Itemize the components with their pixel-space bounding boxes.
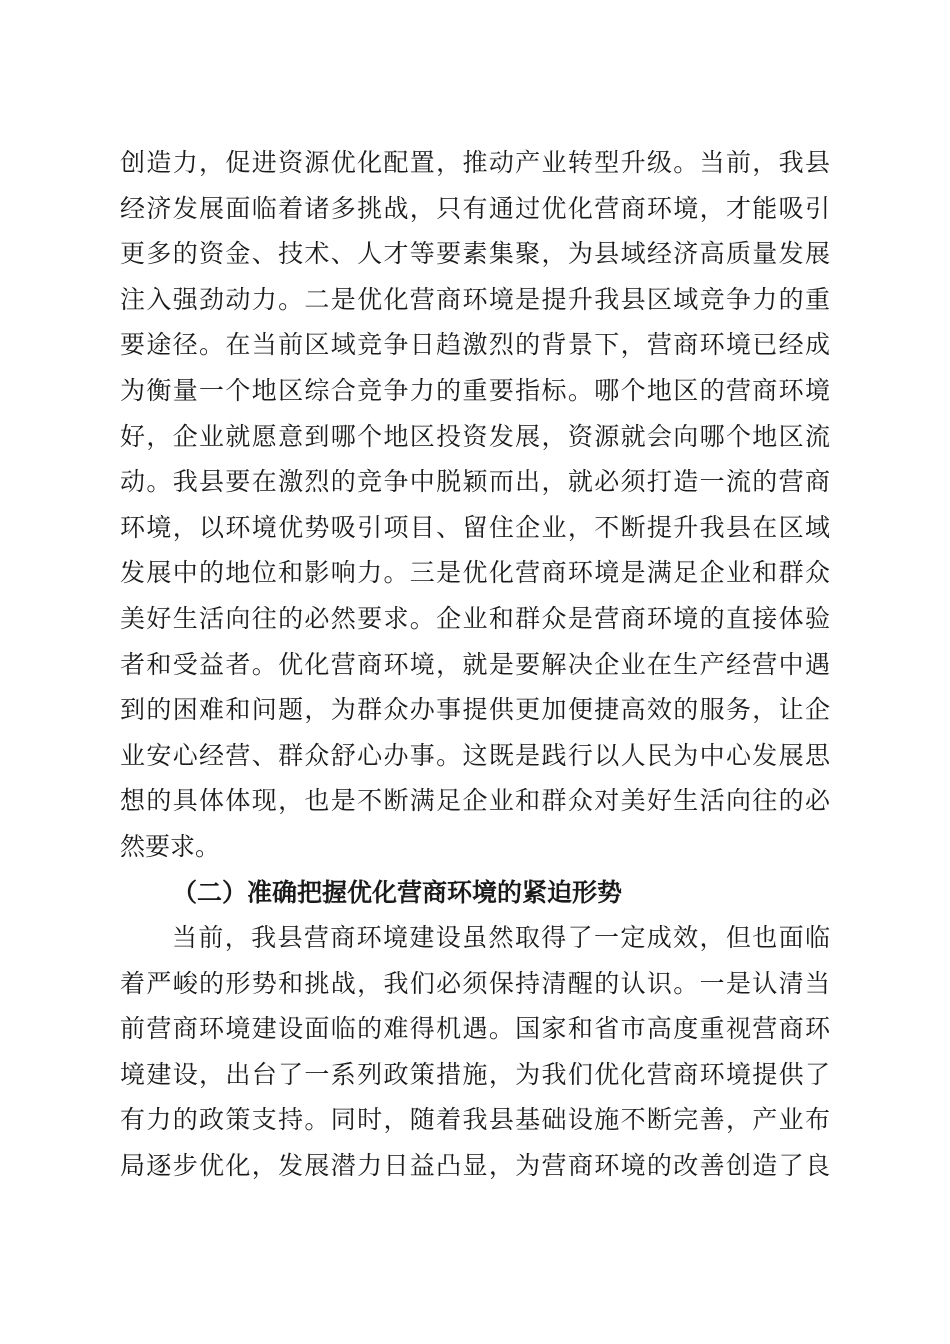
- paragraph-line: 业安心经营、群众舒心办事。这既是践行以人民为中心发展思: [120, 740, 830, 770]
- document-body: [120, 140, 830, 1189]
- paragraph-line: 想的具体体现，也是不断满足企业和群众对美好生活向往的必: [120, 786, 830, 816]
- section-heading: （二）准确把握优化营商环境的紧迫形势: [172, 877, 623, 907]
- paragraph-line: 注入强劲动力。二是优化营商环境是提升我县区域竞争力的重: [120, 284, 830, 314]
- paragraph-line: 经济发展面临着诸多挑战，只有通过优化营商环境，才能吸引: [120, 193, 830, 223]
- paragraph-line: 前营商环境建设面临的难得机遇。国家和省市高度重视营商环: [120, 1014, 830, 1044]
- paragraph-line: 境建设，出台了一系列政策措施，为我们优化营商环境提供了: [120, 1059, 830, 1089]
- paragraph-line: 者和受益者。优化营商环境，就是要解决企业在生产经营中遇: [120, 649, 830, 679]
- paragraph-1: [120, 140, 830, 870]
- paragraph-line: 当前，我县营商环境建设虽然取得了一定成效，但也面临: [172, 923, 830, 953]
- paragraph-line: 然要求。: [120, 831, 221, 861]
- paragraph-line: 更多的资金、技术、人才等要素集聚，为县域经济高质量发展: [120, 239, 830, 269]
- paragraph-line: 有力的政策支持。同时，随着我县基础设施不断完善，产业布: [120, 1105, 830, 1135]
- paragraph-line: 动。我县要在激烈的竞争中脱颖而出，就必须打造一流的营商: [120, 467, 830, 497]
- paragraph-line: 要途径。在当前区域竞争日趋激烈的背景下，营商环境已经成: [120, 330, 830, 360]
- paragraph-line: 创造力，促进资源优化配置，推动产业转型升级。当前，我县: [120, 148, 830, 177]
- paragraph-line: 环境，以环境优势吸引项目、留住企业，不断提升我县在区域: [120, 512, 830, 542]
- paragraph-line: 着严峻的形势和挑战，我们必须保持清醒的认识。一是认清当: [120, 968, 830, 998]
- paragraph-line: 为衡量一个地区综合竞争力的重要指标。哪个地区的营商环境: [120, 375, 830, 405]
- paragraph-line: 好，企业就愿意到哪个地区投资发展，资源就会向哪个地区流: [120, 421, 830, 451]
- paragraph-2: [120, 915, 830, 1189]
- paragraph-line: 发展中的地位和影响力。三是优化营商环境是满足企业和群众: [120, 558, 830, 588]
- paragraph-line: 局逐步优化，发展潜力日益凸显，为营商环境的改善创造了良: [120, 1151, 830, 1181]
- paragraph-line: 到的困难和问题，为群众办事提供更加便捷高效的服务，让企: [120, 695, 830, 725]
- paragraph-line: 美好生活向往的必然要求。企业和群众是营商环境的直接体验: [120, 603, 830, 633]
